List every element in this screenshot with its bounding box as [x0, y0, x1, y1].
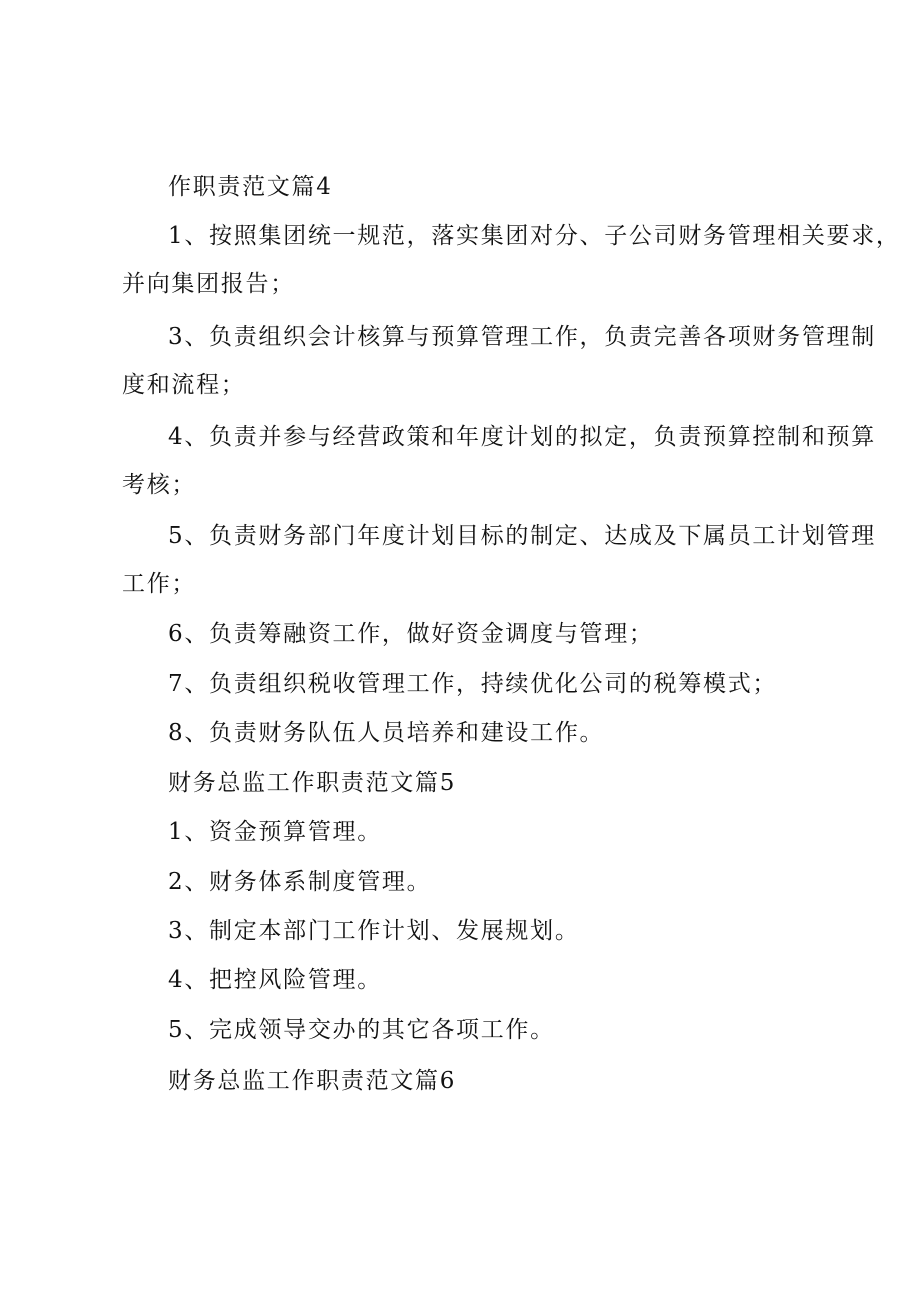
paragraph-line: 度和流程；	[122, 372, 246, 398]
paragraph-line: 5、完成领导交办的其它各项工作。	[168, 1017, 555, 1043]
paragraph-line: 并向集团报告；	[122, 271, 295, 297]
paragraph-line: 5、负责财务部门年度计划目标的制定、达成及下属员工计划管理	[168, 523, 876, 549]
paragraph-line: 2、财务体系制度管理。	[168, 869, 432, 895]
paragraph-line: 1、资金预算管理。	[168, 819, 382, 845]
paragraph-line: 工作；	[122, 571, 197, 597]
paragraph-line: 6、负责筹融资工作，做好资金调度与管理；	[168, 621, 654, 647]
paragraph-line: 4、负责并参与经营政策和年度计划的拟定，负责预算控制和预算	[168, 424, 876, 450]
paragraph-line: 3、制定本部门工作计划、发展规划。	[168, 918, 580, 944]
paragraph-line: 1、按照集团统一规范，落实集团对分、子公司财务管理相关要求，	[168, 223, 901, 249]
paragraph-line: 4、把控风险管理。	[168, 967, 382, 993]
paragraph-line: 考核；	[122, 472, 197, 498]
section-heading-6: 财务总监工作职责范文篇6	[168, 1068, 457, 1094]
section-heading-5: 财务总监工作职责范文篇5	[168, 770, 457, 796]
section-heading-4-tail: 作职责范文篇4	[168, 174, 333, 200]
paragraph-line: 8、负责财务队伍人员培养和建设工作。	[168, 720, 605, 746]
paragraph-line: 3、负责组织会计核算与预算管理工作，负责完善各项财务管理制	[168, 324, 876, 350]
paragraph-line: 7、负责组织税收管理工作，持续优化公司的税筹模式；	[168, 671, 778, 697]
